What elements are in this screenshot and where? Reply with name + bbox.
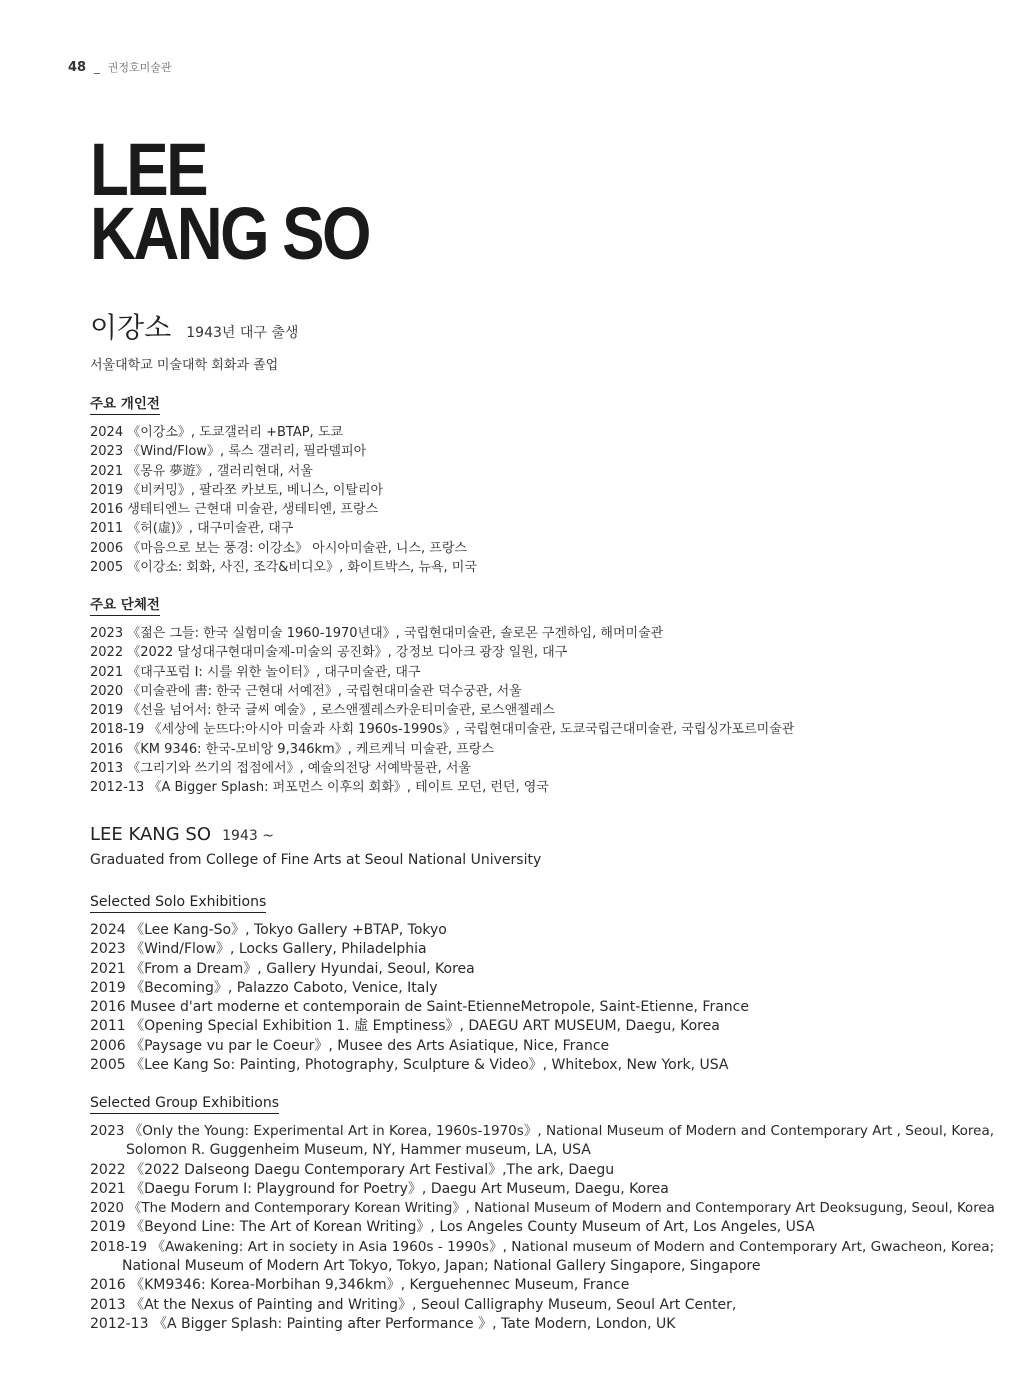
list-item: 2024 《Lee Kang-So》, Tokyo Gallery +BTAP, Tokyo [90,922,447,938]
list-item: 2016 《KM 9346: 한국-모비앙 9,346km》, 케르케닉 미술관, 프랑스 [90,741,494,757]
list-item: 2022 《2022 달성대구현대미술제-미술의 공진화》, 강정보 디아크 광장 일원, 대구 [90,645,568,661]
artist-title [90,128,369,275]
korean-birth: 1943년 대구 출생 [186,325,299,341]
korean-solo-section [90,393,477,577]
list-item: 2023 《Only the Young: Experimental Art in Korea, 1960s-1970s》, National Museum of Modern and Contemporary Art , Seoul, Korea, [90,1123,995,1139]
english-birth: 1943 ~ [222,828,274,844]
english-group-section [90,1092,995,1334]
list-item: 2023 《Wind/Flow》, 록스 갤러리, 필라델피아 [90,444,367,460]
list-item: 2021 《몽유 夢遊》, 갤러리현대, 서울 [90,463,313,479]
list-item: 2019 《Beyond Line: The Art of Korean Writing》, Los Angeles County Museum of Art, Los Angeles, USA [90,1219,815,1236]
list-item: National Museum of Modern Art Tokyo, Tokyo, Japan; National Gallery Singapore, Singapore [122,1258,761,1275]
english-education-block [90,852,541,868]
list-item: 2020 《미술관에 書: 한국 근현대 서예전》, 국립현대미술관 덕수궁관, 서울 [90,683,522,699]
korean-education: 서울대학교 미술대학 회화과 졸업 [90,358,279,373]
list-item: 2023 《Wind/Flow》, Locks Gallery, Philadelphia [90,941,427,958]
korean-group-heading: 주요 단체전 [90,596,160,616]
korean-group-list [90,624,794,798]
korean-name: 이강소 [90,311,172,344]
list-item: 2013 《그리기와 쓰기의 접점에서》, 예술의전당 서예박물관, 서울 [90,761,471,777]
list-item: 2016 생테티엔느 근현대 미술관, 생테티엔, 프랑스 [90,502,379,518]
korean-solo-heading: 주요 개인전 [90,395,160,415]
artist-title-line-2: KANG SO [90,192,369,275]
list-item: 2020 《The Modern and Contemporary Korean Writing》, National Museum of Modern and Contemporary Art Deoksugung, Seoul, Korea [90,1201,995,1217]
list-item: 2016 Musee d'art moderne et contemporain de Saint-EtienneMetropole, Saint-Etienne, France [90,999,749,1016]
list-item: 2016 《KM9346: Korea-Morbihan 9,346km》, Kerguehennec Museum, France [90,1277,630,1294]
list-item: Solomon R. Guggenheim Museum, NY, Hammer museum, LA, USA [126,1142,591,1159]
korean-name-row [90,306,298,346]
list-item: 2021 《Daegu Forum I: Playground for Poetry》, Daegu Art Museum, Daegu, Korea [90,1180,669,1197]
publisher-name: 권정호미술관 [107,61,172,74]
artist-title-line-1: LEE [90,128,207,211]
english-solo-list [90,921,749,1075]
list-item: 2021 《대구포럼 I: 시를 위한 놀이터》, 대구미술관, 대구 [90,664,421,680]
english-education: Graduated from College of Fine Arts at Seoul National University [90,852,542,868]
english-group-list [90,1122,995,1334]
list-item: 2011 《허(虛)》, 대구미술관, 대구 [90,521,294,537]
korean-group-section [90,594,794,798]
list-item: 2006 《마음으로 보는 풍경: 이강소》 아시아미술관, 니스, 프랑스 [90,540,467,556]
list-item: 2019 《비커밍》, 팔라쪼 카보토, 베니스, 이탈리아 [90,482,384,498]
header-separator: _ [93,60,100,74]
page-header [68,59,172,75]
list-item: 2019 《Becoming》, Palazzo Caboto, Venice, Italy [90,979,438,996]
list-item: 2018-19 《세상에 눈뜨다:아시아 미술과 사회 1960s-1990s》, 국립현대미술관, 도쿄국립근대미술관, 국립싱가포르미술관 [90,722,795,738]
list-item: 2011 《Opening Special Exhibition 1. 虛 Emptiness》, DAEGU ART MUSEUM, Daegu, Korea [90,1018,720,1035]
korean-education-block [90,354,278,373]
list-item: 2005 《Lee Kang So: Painting, Photography, Sculpture & Video》, Whitebox, New York, USA [90,1057,729,1074]
english-solo-section [90,891,749,1075]
english-solo-heading: Selected Solo Exhibitions [90,893,266,913]
list-item: 2022 《2022 Dalseong Daegu Contemporary Art Festival》,The ark, Daegu [90,1161,615,1178]
page-number: 48 [68,60,87,75]
korean-solo-list [90,423,477,577]
list-item: 2024 《이강소》, 도쿄갤러리 +BTAP, 도쿄 [90,425,343,440]
list-item: 2012-13 《A Bigger Splash: 퍼포먼스 이후의 회화》, 테이트 모던, 런던, 영국 [90,780,549,796]
english-name: LEE KANG SO [90,824,212,845]
list-item: 2018-19 《Awakening: Art in society in Asia 1960s - 1990s》, National museum of Modern and Contemporary Art, Gwacheon, Korea; [90,1238,995,1255]
list-item: 2006 《Paysage vu par le Coeur》, Musee des Arts Asiatique, Nice, France [90,1037,610,1054]
list-item: 2005 《이강소: 회화, 사진, 조각&비디오》, 화이트박스, 뉴욕, 미국 [90,560,477,576]
list-item: 2019 《선을 넘어서: 한국 글씨 예술》, 로스앤젤레스카운티미술관, 로스앤젤레스 [90,703,555,719]
english-name-row [90,824,274,845]
list-item: 2012-13 《A Bigger Splash: Painting after Performance 》, Tate Modern, London, UK [90,1315,676,1332]
list-item: 2021 《From a Dream》, Gallery Hyundai, Seoul, Korea [90,960,475,977]
list-item: 2023 《젊은 그들: 한국 실험미술 1960-1970년대》, 국립현대미술관, 솔로몬 구겐하임, 해머미술관 [90,626,664,641]
english-group-heading: Selected Group Exhibitions [90,1094,279,1114]
list-item: 2013 《At the Nexus of Painting and Writing》, Seoul Calligraphy Museum, Seoul Art Center, [90,1296,737,1313]
